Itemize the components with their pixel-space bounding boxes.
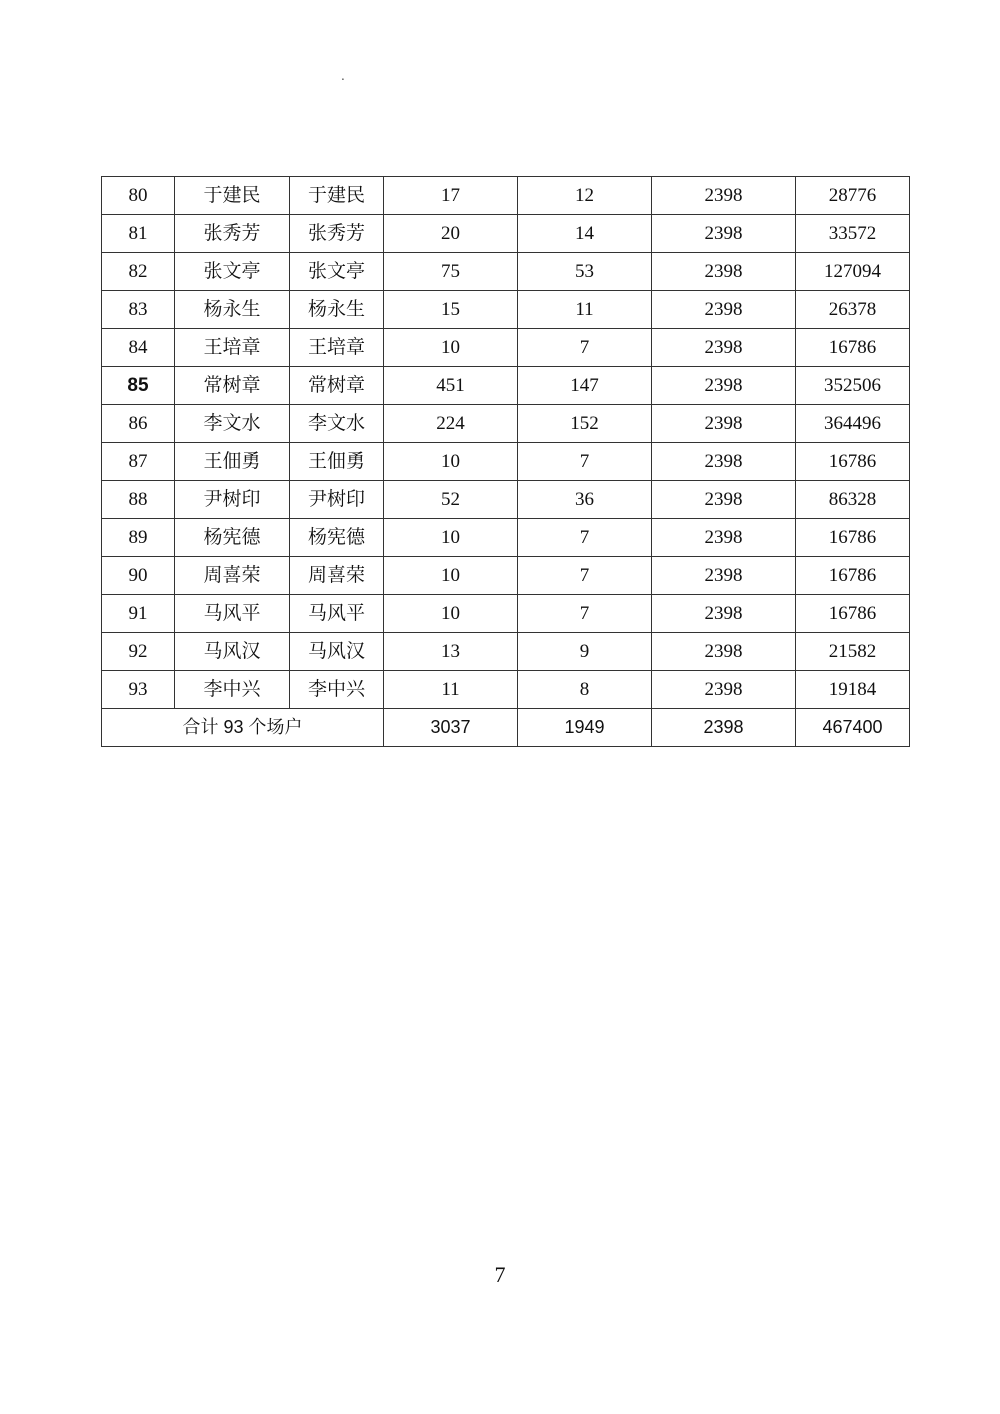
- cell-c2: 14: [518, 215, 652, 253]
- cell-c4: 28776: [796, 177, 910, 215]
- cell-name-2: 王培章: [290, 329, 384, 367]
- cell-name-2: 马风平: [290, 595, 384, 633]
- cell-name-2: 常树章: [290, 367, 384, 405]
- table-row: [102, 633, 910, 671]
- cell-c4: 21582: [796, 633, 910, 671]
- cell-index: 82: [102, 253, 175, 291]
- total-row: [102, 709, 910, 747]
- cell-name: 于建民: [175, 177, 290, 215]
- cell-name: 杨宪德: [175, 519, 290, 557]
- cell-name: 李中兴: [175, 671, 290, 709]
- cell-index: 90: [102, 557, 175, 595]
- cell-c2: 36: [518, 481, 652, 519]
- cell-c1: 75: [384, 253, 518, 291]
- cell-c3: 2398: [652, 671, 796, 709]
- cell-name: 王培章: [175, 329, 290, 367]
- cell-c1: 11: [384, 671, 518, 709]
- table-row: [102, 215, 910, 253]
- cell-c2: 7: [518, 595, 652, 633]
- cell-name-2: 李文水: [290, 405, 384, 443]
- cell-c2: 7: [518, 557, 652, 595]
- cell-c1: 10: [384, 329, 518, 367]
- cell-name-2: 杨永生: [290, 291, 384, 329]
- cell-name: 常树章: [175, 367, 290, 405]
- cell-c4: 127094: [796, 253, 910, 291]
- cell-c1: 224: [384, 405, 518, 443]
- cell-c4: 364496: [796, 405, 910, 443]
- cell-name: 周喜荣: [175, 557, 290, 595]
- cell-c3: 2398: [652, 595, 796, 633]
- table-row: [102, 367, 910, 405]
- cell-c2: 9: [518, 633, 652, 671]
- cell-name: 张文亭: [175, 253, 290, 291]
- cell-c3: 2398: [652, 329, 796, 367]
- cell-index: 88: [102, 481, 175, 519]
- cell-index: 85: [102, 367, 175, 405]
- table-row: [102, 595, 910, 633]
- table-row: [102, 557, 910, 595]
- cell-c4: 16786: [796, 443, 910, 481]
- cell-name-2: 尹树印: [290, 481, 384, 519]
- cell-c3: 2398: [652, 557, 796, 595]
- cell-name: 李文水: [175, 405, 290, 443]
- cell-name-2: 张文亭: [290, 253, 384, 291]
- cell-index: 89: [102, 519, 175, 557]
- table-row: [102, 671, 910, 709]
- cell-index: 81: [102, 215, 175, 253]
- cell-name-2: 马风汉: [290, 633, 384, 671]
- total-cell-c2: 1949: [518, 709, 652, 747]
- cell-name: 张秀芳: [175, 215, 290, 253]
- cell-name: 尹树印: [175, 481, 290, 519]
- cell-c2: 7: [518, 519, 652, 557]
- cell-c1: 10: [384, 557, 518, 595]
- cell-name: 王佃勇: [175, 443, 290, 481]
- cell-c1: 10: [384, 595, 518, 633]
- cell-c4: 16786: [796, 329, 910, 367]
- cell-name-2: 王佃勇: [290, 443, 384, 481]
- cell-index: 86: [102, 405, 175, 443]
- cell-c4: 26378: [796, 291, 910, 329]
- cell-c1: 52: [384, 481, 518, 519]
- cell-c4: 86328: [796, 481, 910, 519]
- cell-c1: 17: [384, 177, 518, 215]
- cell-c3: 2398: [652, 481, 796, 519]
- cell-c4: 16786: [796, 557, 910, 595]
- cell-c3: 2398: [652, 177, 796, 215]
- cell-c3: 2398: [652, 443, 796, 481]
- cell-c3: 2398: [652, 215, 796, 253]
- table-row: [102, 481, 910, 519]
- table-row: [102, 329, 910, 367]
- table-row: [102, 177, 910, 215]
- cell-c1: 10: [384, 443, 518, 481]
- cell-c1: 451: [384, 367, 518, 405]
- cell-c3: 2398: [652, 633, 796, 671]
- cell-index: 91: [102, 595, 175, 633]
- cell-c2: 12: [518, 177, 652, 215]
- cell-c4: 352506: [796, 367, 910, 405]
- cell-name: 马风汉: [175, 633, 290, 671]
- cell-c2: 53: [518, 253, 652, 291]
- table-row: [102, 519, 910, 557]
- cell-c1: 10: [384, 519, 518, 557]
- total-cell-c3: 2398: [652, 709, 796, 747]
- cell-name-2: 周喜荣: [290, 557, 384, 595]
- cell-c4: 16786: [796, 595, 910, 633]
- cell-name-2: 李中兴: [290, 671, 384, 709]
- cell-name-2: 杨宪德: [290, 519, 384, 557]
- cell-c3: 2398: [652, 405, 796, 443]
- cell-c2: 147: [518, 367, 652, 405]
- table-row: [102, 291, 910, 329]
- subsidy-table: [101, 176, 910, 747]
- header-mark: .: [341, 69, 345, 83]
- table-row: [102, 405, 910, 443]
- cell-c3: 2398: [652, 367, 796, 405]
- cell-index: 87: [102, 443, 175, 481]
- total-label: 合计 93 个场户: [102, 709, 384, 747]
- table-row: [102, 443, 910, 481]
- cell-index: 83: [102, 291, 175, 329]
- cell-index: 92: [102, 633, 175, 671]
- cell-index: 84: [102, 329, 175, 367]
- cell-name-2: 张秀芳: [290, 215, 384, 253]
- cell-name: 马风平: [175, 595, 290, 633]
- cell-c4: 33572: [796, 215, 910, 253]
- cell-name-2: 于建民: [290, 177, 384, 215]
- cell-c4: 19184: [796, 671, 910, 709]
- page-number: 7: [494, 1262, 506, 1287]
- cell-c2: 11: [518, 291, 652, 329]
- cell-c2: 152: [518, 405, 652, 443]
- cell-c3: 2398: [652, 253, 796, 291]
- cell-index: 80: [102, 177, 175, 215]
- cell-c1: 13: [384, 633, 518, 671]
- total-cell-c1: 3037: [384, 709, 518, 747]
- cell-c2: 7: [518, 329, 652, 367]
- table-row: [102, 253, 910, 291]
- cell-c4: 16786: [796, 519, 910, 557]
- cell-name: 杨永生: [175, 291, 290, 329]
- cell-c2: 7: [518, 443, 652, 481]
- cell-c1: 20: [384, 215, 518, 253]
- total-cell-c4: 467400: [796, 709, 910, 747]
- cell-c1: 15: [384, 291, 518, 329]
- cell-c3: 2398: [652, 519, 796, 557]
- cell-c2: 8: [518, 671, 652, 709]
- table-body: [102, 177, 910, 709]
- cell-index: 93: [102, 671, 175, 709]
- cell-c3: 2398: [652, 291, 796, 329]
